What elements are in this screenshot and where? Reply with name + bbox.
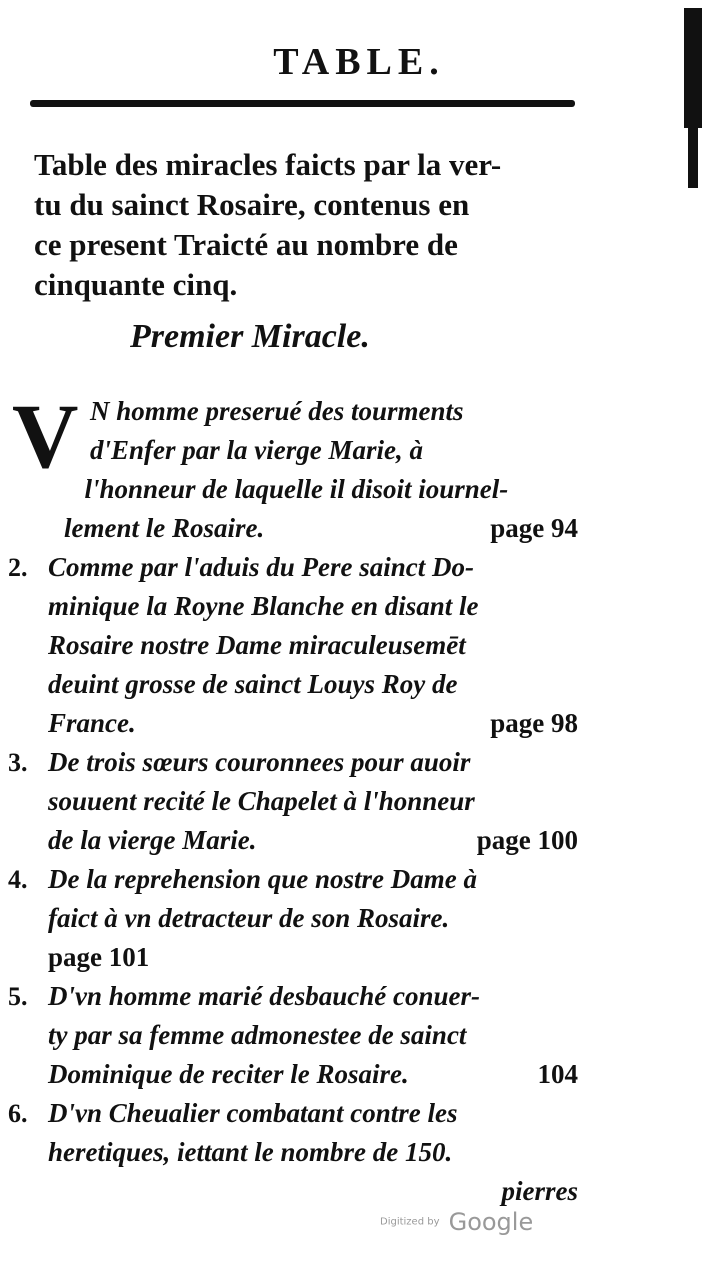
entry-line: deuint grosse de sainct Louys Roy de [48, 669, 458, 699]
page-title: TABLE. [273, 41, 445, 83]
entry-line: Comme par l'aduis du Pere sainct Do- [48, 552, 475, 582]
entry-number: 4. [8, 865, 28, 894]
entry-line: France. [48, 708, 136, 738]
entry-line: N homme preserué des tourments [90, 396, 464, 426]
entry-line: page 101 [48, 942, 150, 972]
intro-line: ce present Traicté au nombre de [34, 227, 458, 262]
entry-line: D'vn homme marié desbauché conuer- [48, 981, 480, 1011]
list-item [8, 743, 578, 860]
entry-line: de la vierge Marie. [48, 825, 257, 855]
entry-number: 5. [8, 982, 28, 1011]
google-logo: Google [448, 1208, 534, 1236]
entry-number: 3. [8, 748, 28, 777]
entry-body [8, 977, 578, 1094]
entry-line: heretiques, iettant le nombre de 150. [48, 1137, 453, 1167]
page-reference: page 94 [490, 513, 578, 543]
entry-line: De trois sœurs couronnees pour auoir [48, 747, 471, 777]
section-heading: Premier Miracle. [130, 318, 370, 355]
page-reference: page 100 [476, 825, 578, 855]
entry-line: De la reprehension que nostre Dame à [48, 864, 478, 894]
intro-line: Table des miracles faicts par la ver- [34, 147, 502, 182]
entry-body [8, 860, 578, 977]
page-reference: page 98 [490, 708, 578, 738]
list-item [8, 548, 578, 743]
entry-line: d'Enfer par la vierge Marie, à [90, 435, 423, 465]
entry-line: Dominique de reciter le Rosaire. [48, 1059, 409, 1089]
entry-body [24, 392, 578, 548]
miracle-list [8, 385, 578, 1211]
entry-line: souuent recité le Chapelet à l'honneur [48, 786, 475, 816]
digitized-label: Digitized by [380, 1216, 440, 1228]
entry-body [8, 1094, 578, 1211]
entry-line: D'vn Cheualier combatant contre les [48, 1098, 458, 1128]
drop-cap: V [12, 385, 79, 487]
entry-line: faict à vn detracteur de son Rosaire. [48, 903, 450, 933]
digitized-watermark [380, 1208, 533, 1236]
header-rule [30, 100, 575, 107]
list-item [8, 1094, 578, 1211]
list-item [8, 860, 578, 977]
entry-line: lement le Rosaire. [64, 513, 265, 543]
entry-number: 2. [8, 553, 28, 582]
entry-body [8, 548, 578, 743]
intro-paragraph [34, 145, 584, 305]
entry-line: minique la Royne Blanche en disant le [48, 591, 479, 621]
list-item [8, 977, 578, 1094]
entry-line: pierres [501, 1176, 578, 1206]
entry-line: l'honneur de laquelle il disoit iournel- [84, 474, 509, 504]
page-edge-shadow-lower [688, 128, 698, 188]
entry-body [8, 743, 578, 860]
entry-number: 6. [8, 1099, 28, 1128]
list-item [8, 385, 578, 548]
intro-line: cinquante cinq. [34, 267, 238, 302]
entry-line: ty par sa femme admonestee de sainct [48, 1020, 467, 1050]
entry-line: Rosaire nostre Dame miraculeusemēt [48, 630, 466, 660]
intro-line: tu du sainct Rosaire, contenus en [34, 187, 470, 222]
page-reference: 104 [537, 1059, 578, 1089]
